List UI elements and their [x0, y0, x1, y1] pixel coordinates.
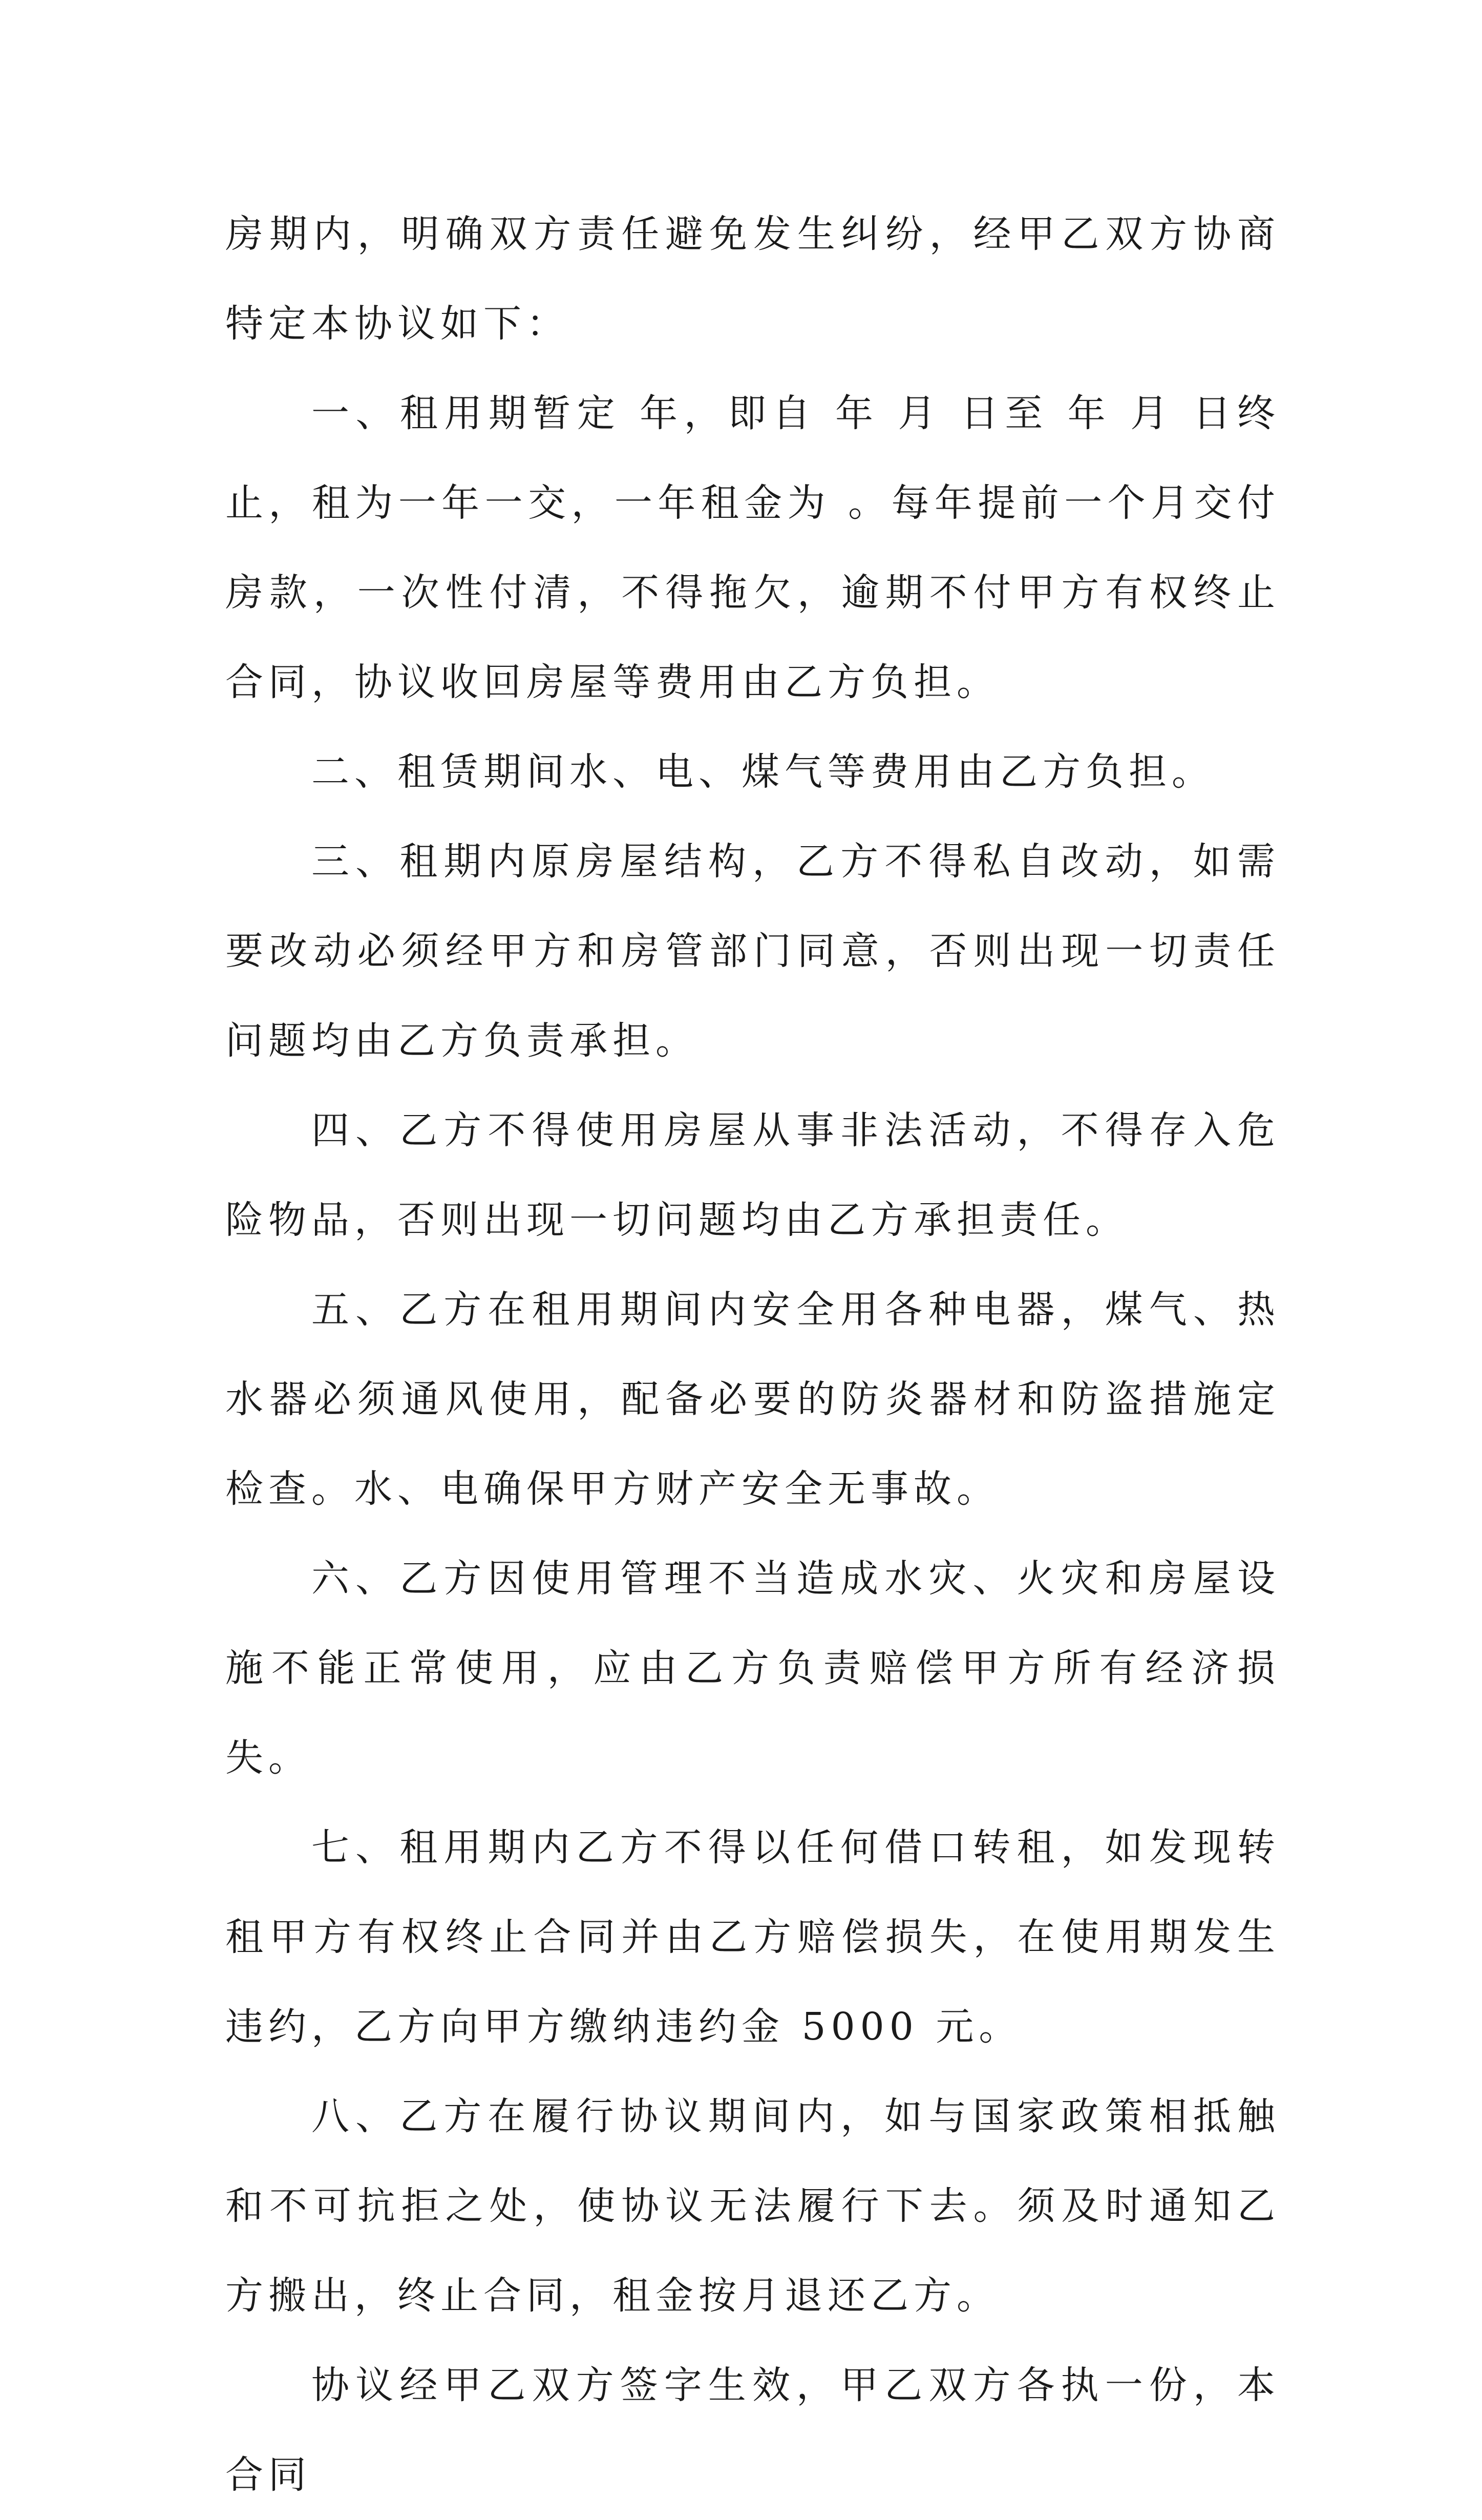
clause-5-paragraph: 五、乙方在租用期间内安全用各种电器，煤气、热水器必须通风使用，配备必要的防炎器材和防盗措施定检查。水、电确保甲方财产安全无事故。 [225, 1288, 1280, 1511]
closing-paragraph: 协议经甲乙双方签字生效，甲乙双方各执一份，本合同 [225, 2363, 1280, 2497]
clause-8-paragraph: 八、乙方在履行协议期间内，如与国家政策相抵触和不可抗拒之处，使协议无法履行下去。须及时通知乙方搬出，终止合同，租金按月退还乙方。 [225, 2094, 1280, 2318]
clause-2-paragraph: 二、租赁期间水、电、煤气等费用由乙方负担。 [311, 750, 1215, 794]
clause-7-paragraph: 七、租用期内乙方不得以任何借口转租，如发现转租甲方有权终止合同并由乙方赔偿损失，在使用期发生违约，乙方向甲方缴纳违约金 5000 元。 [225, 1825, 1280, 2049]
clause-6-paragraph: 六、乙方因使用管理不当造成水灾、火灾和房屋设施不能正常使用，应由乙方负责赔偿甲方所有经济损失。 [225, 1557, 1280, 1780]
clause-4-paragraph: 四、乙方不得使用房屋从事非法活动，不得存入危险物品，否则出现一切问题均由乙方承担责任。 [225, 1108, 1280, 1242]
intro-paragraph: 房期内，明确双方责任避免发生纠纷，经甲乙双方协商特定本协议如下： [225, 212, 1280, 346]
clause-3-paragraph: 三、租期内原房屋结构，乙方不得私自改动，如需要改动必须经甲方和房管部门同意，否则出现一切责任问题均由乙方负责承担。 [225, 839, 1280, 1063]
clause-1-paragraph: 一、租用期暂定 年，即自 年 月 日至 年 月 日终止，租为一年一交，一年租金为 。每年提前一个月交付房款，一次性付清，不得拖欠，逾期不付甲方有权终止合同，协议收回房屋等费用由乙方负担。 [225, 391, 1280, 704]
contract-body [225, 190, 1280, 2520]
